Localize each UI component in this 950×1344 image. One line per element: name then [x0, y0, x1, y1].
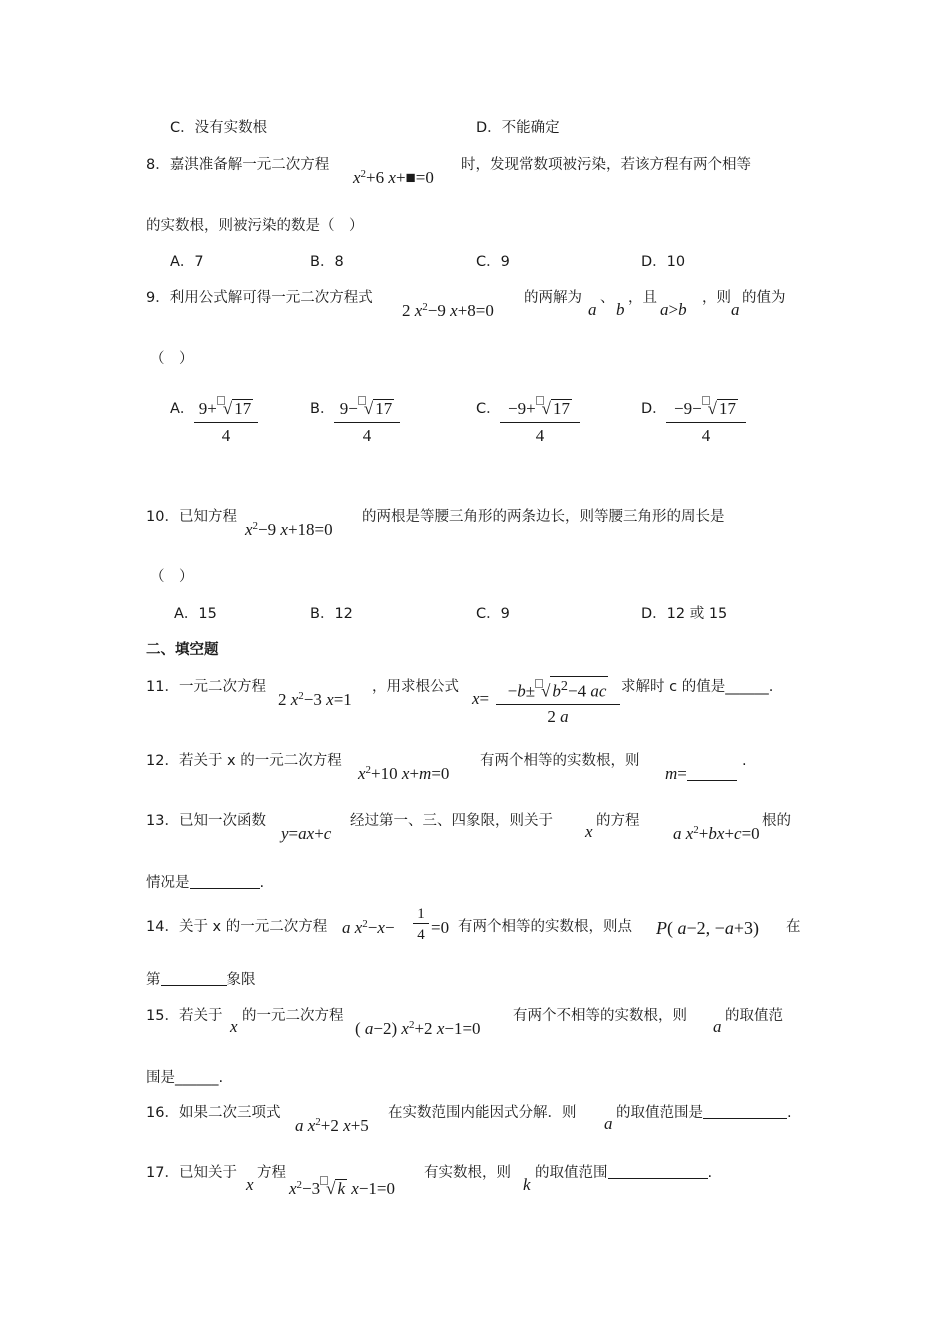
q9-stem-start: 9．利用公式解可得一元二次方程式 — [146, 290, 373, 306]
q9-option-a-label: A． — [170, 401, 195, 417]
q16-stem-start: 16．如果二次三项式 — [146, 1105, 281, 1121]
q15-stem-start: 15．若关于 — [146, 1008, 223, 1024]
q9-option-d-label: D． — [641, 401, 667, 417]
q12-stem-end: 有两个相等的实数根，则 — [480, 753, 640, 769]
q16-trinomial: a $x^2+2$ x+5 — [295, 1116, 369, 1135]
q15-stem-end2: 的取值范 — [725, 1008, 783, 1024]
q9-option-c-fraction: $\frac{-9+ √ 17}{4}$ — [500, 396, 580, 447]
q10-option-a: A．15 — [174, 606, 217, 622]
q9-answer-paren: （ ） — [150, 351, 194, 367]
q12-equation: $x^2+10$ x+m=0 — [358, 764, 450, 783]
q9-stem-mid1: 的两解为 — [524, 290, 582, 306]
q11-equation: 2 $x^2-3$ x=1 — [278, 690, 352, 709]
section-heading-fill-in: 二、填空题 — [146, 642, 219, 658]
q9-option-a-fraction: $\frac{9+ √ 17}{4}$ — [194, 396, 258, 447]
q9-equation: 2 $x^2-9$ x+8=0 — [402, 301, 494, 320]
q8-stem-line2: 的实数根，则被污染的数是（ ） — [146, 218, 364, 234]
q12-period: . — [742, 753, 747, 769]
q9-stem-mid2: ，且 — [628, 290, 657, 306]
q8-stem-start: 8．嘉淇准备解一元二次方程 — [146, 157, 330, 173]
q13-stem-start: 13．已知一次函数 — [146, 813, 266, 829]
q14-stem-start: 14．关于 x 的一元二次方程 — [146, 919, 328, 935]
q13-linear-function: y=ax+c — [281, 824, 332, 843]
q14-fraction-quarter: $\frac{1}{4}$ — [413, 905, 429, 944]
q9-root-b: b — [616, 300, 625, 319]
q17-var-k: k — [523, 1175, 531, 1194]
q8-option-a: A．7 — [170, 254, 204, 270]
q8-equation: $x^2+6$ x+■=0 — [353, 168, 434, 187]
q16-var-a: a — [604, 1114, 613, 1133]
q9-option-c-label: C． — [476, 401, 501, 417]
q10-option-d: D．12 或 15 — [641, 606, 728, 622]
q9-root-a: a — [588, 300, 597, 319]
q17-stem-end2: 的取值范围 . — [535, 1165, 713, 1181]
q9-stem-mid3: ，则 — [702, 290, 731, 306]
q14-stem-mid: 有两个相等的实数根，则点 — [458, 919, 632, 935]
q9-condition: a>b — [660, 300, 687, 319]
q10-stem-end: 的两根是等腰三角形的两条边长，则等腰三角形的周长是 — [362, 509, 725, 525]
q13-line2: 情况是 . — [146, 875, 265, 891]
q17-stem-start: 17．已知关于 — [146, 1165, 237, 1181]
q11-formula-lhs: x= — [472, 689, 490, 708]
q10-equation: $x^2-9$ x+18=0 — [245, 520, 333, 539]
q10-stem-start: 10．已知方程 — [146, 509, 237, 525]
q14-equation-end: =0 — [431, 918, 450, 937]
q17-equation: $x^2-3$ √ k x−1=0 — [289, 1176, 395, 1199]
q14-point: P( a−2, −a+3) — [656, 918, 759, 938]
q11-stem-mid: ，用求根公式 — [372, 679, 459, 695]
q13-var-x: x — [585, 822, 593, 841]
q7-option-d: D．不能确定 — [476, 120, 560, 136]
q9-option-d-fraction: $\frac{-9- √ 17}{4}$ — [666, 396, 746, 447]
q17-stem-mid: 方程 — [257, 1165, 286, 1181]
q16-stem-mid: 在实数范围内能因式分解．则 — [388, 1105, 577, 1121]
q8-option-d: D．10 — [641, 254, 686, 270]
q13-stem-mid: 经过第一、三、四象限，则关于 — [350, 813, 553, 829]
q9-option-b-fraction: $\frac{9- √ 17}{4}$ — [334, 396, 400, 447]
q8-option-b: B．8 — [310, 254, 344, 270]
q13-stem-end: 根的 — [762, 813, 791, 829]
q17-var-x: x — [246, 1175, 254, 1194]
q16-stem-end: 的取值范围是 . — [616, 1105, 792, 1121]
q10-option-c: C．9 — [476, 606, 510, 622]
q9-option-b-label: B． — [310, 401, 335, 417]
q15-equation: ( a−2) $x^2+2$ x−1=0 — [355, 1019, 481, 1038]
q14-equation-part: a $x^2-x-$ — [342, 918, 395, 937]
q12-stem-start: 12．若关于 x 的一元二次方程 — [146, 753, 342, 769]
q15-var-a: a — [713, 1017, 722, 1036]
q9-stem-end: 的值为 — [742, 290, 786, 306]
q10-option-b: B．12 — [310, 606, 353, 622]
q14-line2: 第 象限 — [146, 972, 256, 988]
q11-quadratic-formula: $\frac{-b\pm √ b^2-4 ac}{2 a}$ — [496, 674, 620, 727]
q17-stem-end: 有实数根，则 — [424, 1165, 511, 1181]
q11-stem-end: 求解时 c 的值是______. — [621, 679, 774, 695]
q15-line2: 围是______. — [146, 1070, 224, 1086]
q8-stem-end: 时，发现常数项被污染，若该方程有两个相等 — [461, 157, 751, 173]
q9-var-a: a — [731, 300, 740, 319]
q14-stem-end: 在 — [786, 919, 801, 935]
q12-answer: m= — [665, 764, 737, 784]
q11-stem-start: 11．一元二次方程 — [146, 679, 266, 695]
q8-option-c: C．9 — [476, 254, 510, 270]
q10-answer-paren: （ ） — [150, 569, 194, 585]
q15-stem-mid: 的一元二次方程 — [242, 1008, 344, 1024]
q9-separator: 、 — [600, 290, 615, 306]
q7-option-c: C．没有实数根 — [170, 120, 268, 136]
q13-equation: a $x^2+bx+c=0$ — [673, 824, 760, 843]
q13-stem-mid2: 的方程 — [596, 813, 640, 829]
q15-stem-end: 有两个不相等的实数根，则 — [513, 1008, 687, 1024]
q15-var-x: x — [230, 1017, 238, 1036]
